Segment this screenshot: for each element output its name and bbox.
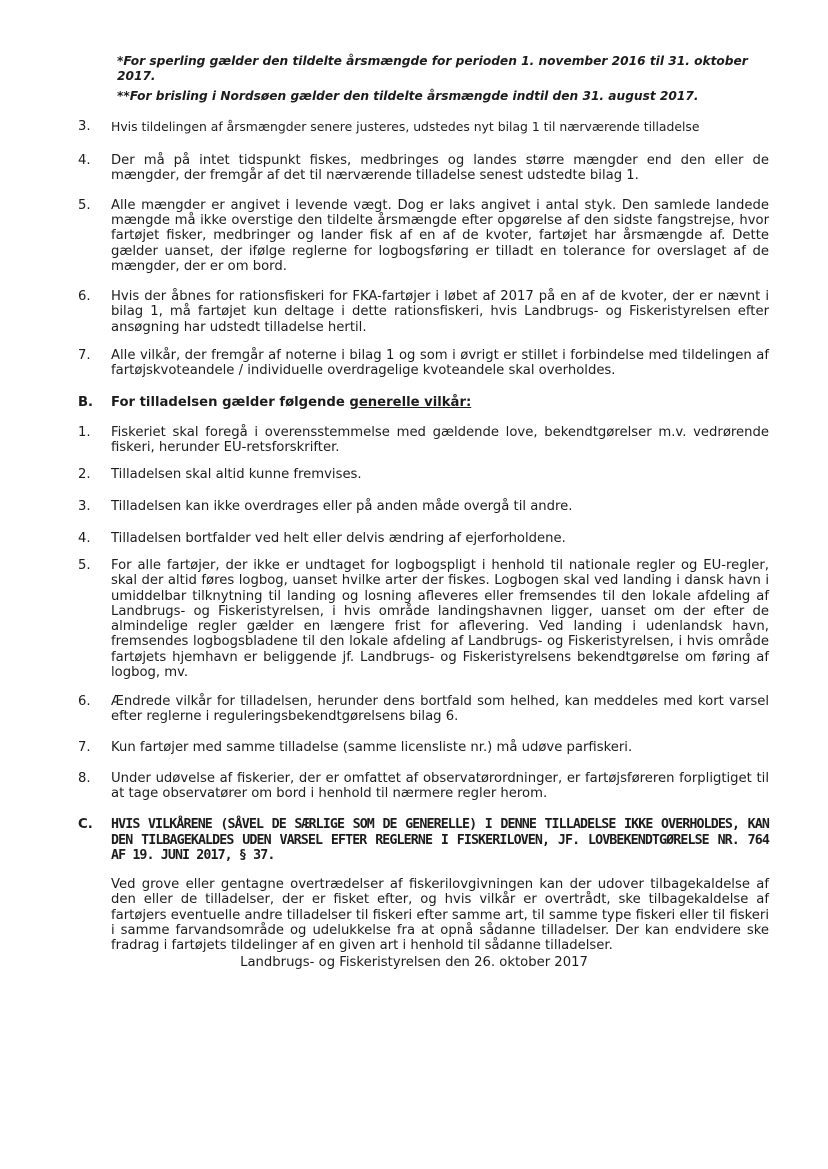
item-text: Ændrede vilkår for tilladelsen, herunder dens bortfald som helhed, kan meddeles med kort varsel efter reglerne i reguleringsbekendtgørelsens bilag 6. bbox=[111, 694, 769, 725]
item-text: Alle mængder er angivet i levende vægt. Dog er laks angivet i antal styk. Den samlede landede mængde må ikke overstige den tildelte årsmængde efter opgørelse af den sidste fangstrejse, hvor fartøjet fisker, medbringer og lander fisk af en af de kvoter, fartøjet har årsmængde af. Dette gælder uanset, der ifølge reglerne for logbogsføring er tilladt en tolerance for overslaget af de mængder, der er om bord. bbox=[111, 198, 769, 274]
item-text: For alle fartøjer, der ikke er undtaget for logbogspligt i henhold til nationale regler og EU-regler, skal der altid føres logbog, uanset hvilke arter der fiskes. Logbogen skal ved landing i dansk havn i umiddelbar tilknytning til landing og losning afleveres eller fremsendes til den lokale afdeling af Landbrugs- og Fiskeristyrelsen, i hvis område landingshavnen ligger, uanset om der efter de almindelige regler gælder en længere frist for aflevering. Ved landing i udenlandsk havn, fremsendes logbogsbladene til den lokale afdeling af Landbrugs- og Fiskeristyrelsen, i hvis område fartøjets hjemhavn er beliggende jf. Landbrugs- og Fiskeristyrelsens bekendtgørelse om føring af logbog, mv. bbox=[111, 558, 769, 681]
item-number: 4. bbox=[78, 531, 91, 546]
item-text: Kun fartøjer med samme tilladelse (samme licensliste nr.) må udøve parfiskeri. bbox=[111, 740, 633, 755]
item-number: 7. bbox=[78, 740, 91, 755]
paragraph: Ved grove eller gentagne overtrædelser af fiskerilovgivningen kan der udover tilbagekaldelse af den eller de tilladelser, der er fisket efter, og hvis vilkår er overtrådt, ske tilbagekaldelse af fartøjers eventuelle andre tilladelser til fiskeri efter samme art, til samme type fiskeri eller til fiskeri i samme farvandsområde og udelukkelse fra at opnå sådanne tilladelser. Der kan endvidere ske fradrag i fartøjets tildelinger af en given art i henhold til sådanne tilladelser. bbox=[111, 877, 769, 954]
section-letter: C. bbox=[78, 817, 93, 832]
footnote-brisling: **For brisling i Nordsøen gælder den tildelte årsmængde indtil den 31. august 2017. bbox=[117, 89, 699, 103]
item-text: Tilladelsen skal altid kunne fremvises. bbox=[111, 467, 362, 482]
footnote-sperling: *For sperling gælder den tildelte årsmængde for perioden 1. november 2016 til 31. oktober 2017. bbox=[117, 54, 748, 83]
item-text: Hvis der åbnes for rationsfiskeri for FKA-fartøjer i løbet af 2017 på en af de kvoter, der er nævnt i bilag 1, må fartøjet kun deltage i dette rationsfiskeri, hvis Landbrugs- og Fiskeristyrelsen efter ansøgning har udstedt tilladelse hertil. bbox=[111, 289, 769, 335]
item-number: 6. bbox=[78, 289, 91, 304]
item-number: 7. bbox=[78, 348, 91, 363]
item-number: 5. bbox=[78, 198, 91, 213]
item-text: Under udøvelse af fiskerier, der er omfattet af observatørordninger, er fartøjsføreren forpligtiget til at tage observatører om bord i henhold til nærmere regler herom. bbox=[111, 771, 769, 802]
item-number: 3. bbox=[78, 119, 91, 134]
item-number: 2. bbox=[78, 467, 91, 482]
item-number: 6. bbox=[78, 694, 91, 709]
item-text: Hvis tildelingen af årsmængder senere justeres, udstedes nyt bilag 1 til nærværende tilladelse bbox=[111, 119, 700, 134]
item-text: Fiskeriet skal foregå i overensstemmelse med gældende love, bekendtgørelser m.v. vedrørende fiskeri, herunder EU-retsforskrifter. bbox=[111, 425, 769, 456]
item-text: Der må på intet tidspunkt fiskes, medbringes og landes større mængder end den eller de mængder, der fremgår af det til nærværende tilladelse senest udstedte bilag 1. bbox=[111, 153, 769, 184]
underlined-heading: generelle vilkår: bbox=[349, 395, 472, 410]
item-text: Tilladelsen kan ikke overdrages eller på anden måde overgå til andre. bbox=[111, 499, 573, 514]
section-heading-text: HVIS VILKÅRENE (SÅVEL DE SÆRLIGE SOM DE GENERELLE) I DENNE TILLADELSE IKKE OVERHOLDES, KAN DEN TILBAGEKALDES UDEN VARSEL EFTER REGLERNE I FISKERILOVEN, JF. LOVBEKENDTGØRELSE NR. 764 AF 19. JUNI 2017, § 37. bbox=[111, 817, 769, 863]
item-text: Alle vilkår, der fremgår af noterne i bilag 1 og som i øvrigt er stillet i forbindelse med tildelingen af fartøjskvoteandele / individuelle overdragelige kvoteandele skal overholdes. bbox=[111, 348, 769, 379]
item-number: 8. bbox=[78, 771, 91, 786]
item-number: 1. bbox=[78, 425, 91, 440]
item-number: 3. bbox=[78, 499, 91, 514]
section-letter: B. bbox=[78, 395, 94, 410]
section-heading-text: For tilladelsen gælder følgende generelle vilkår: bbox=[111, 395, 472, 410]
item-number: 5. bbox=[78, 558, 91, 573]
item-number: 4. bbox=[78, 153, 91, 168]
item-text: Tilladelsen bortfalder ved helt eller delvis ændring af ejerforholdene. bbox=[111, 531, 566, 546]
signature-line: Landbrugs- og Fiskeristyrelsen den 26. oktober 2017 bbox=[240, 955, 588, 970]
